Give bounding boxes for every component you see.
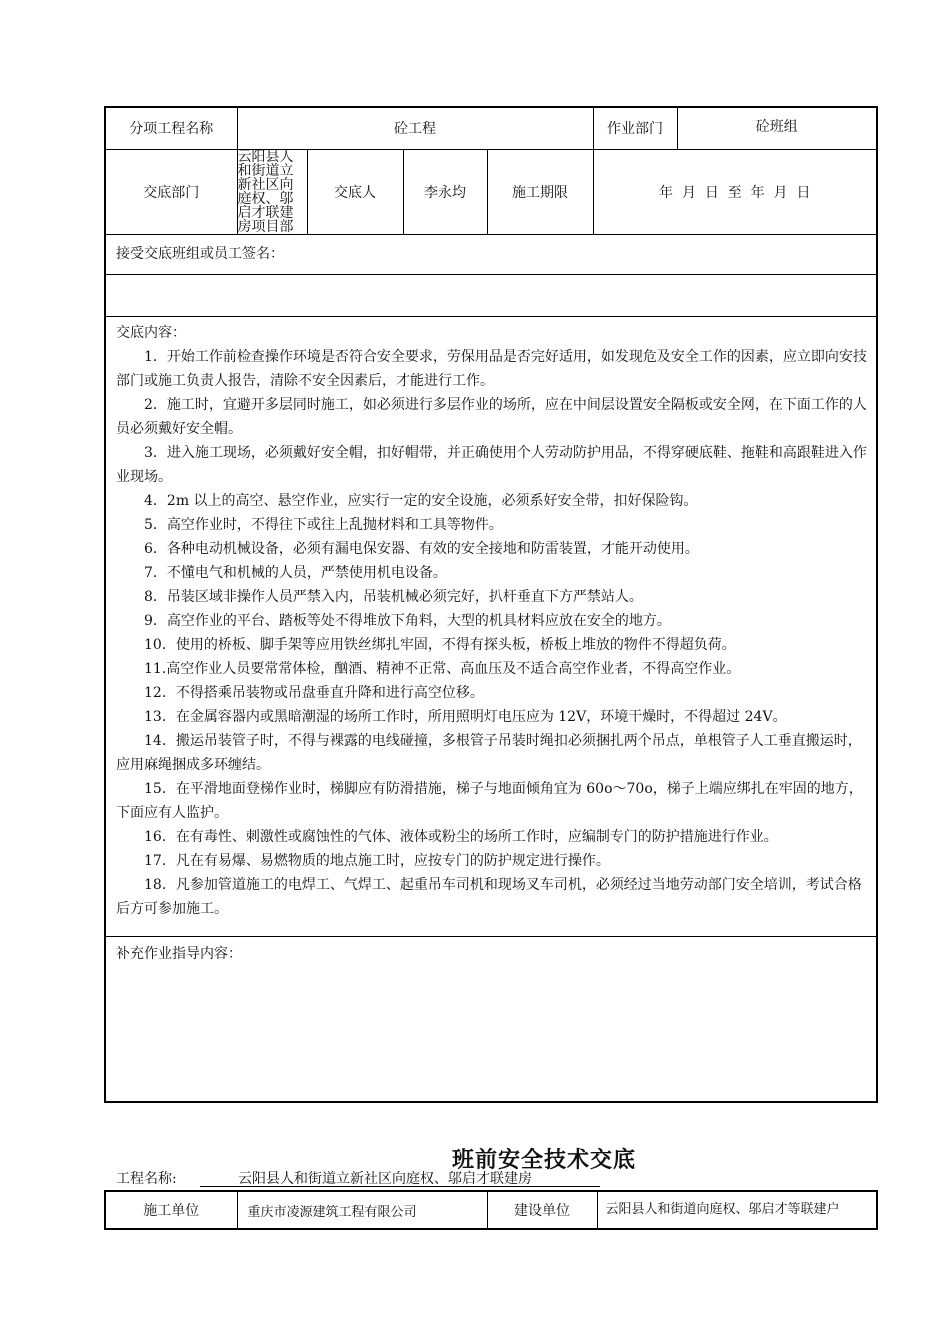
content-item: 18．凡参加管道施工的电焊工、气焊工、起重吊车司机和现场叉车司机，必须经过当地劳动部门安全培训，考试合格后方可参加施工。 <box>116 876 862 917</box>
period-value: 年 月 日 至 年 月 日 <box>593 149 877 234</box>
subproject-label: 分项工程名称 <box>105 107 237 149</box>
content-item: 8．吊装区域非操作人员严禁入内，吊装机械必须完好，扒杆垂直下方严禁站人。 <box>144 588 643 605</box>
content-item: 10．使用的桥板、脚手架等应用铁丝绑扎牢固，不得有探头板，桥板上堆放的物件不得超负荷。 <box>144 636 736 653</box>
project-name: 云阳县人和街道立新社区向庭权、邬启才联建房 <box>238 1171 532 1187</box>
contractor-value: 重庆市凌源建筑工程有限公司 <box>237 1191 487 1229</box>
content-item: 12．不得搭乘吊装物或吊盘垂直升降和进行高空位移。 <box>144 684 484 701</box>
disclosure-table <box>104 106 878 1103</box>
units-table <box>104 1190 878 1230</box>
content-item: 13．在金属容器内或黑暗潮湿的场所工作时，所用照明灯电压应为 12V，环境干燥时，不得超过 24V。 <box>144 708 787 725</box>
project-underline <box>200 1186 600 1187</box>
issuer-label: 交底人 <box>307 149 403 234</box>
content-item: 14．搬运吊装管子时，不得与裸露的电线碰撞，多根管子吊装时绳扣必须捆扎两个吊点，单根管子人工垂直搬运时，应用麻绳捆成多环缠结。 <box>116 732 862 773</box>
issuer-dept-label: 交底部门 <box>105 149 237 234</box>
content-item: 9．高空作业的平台、踏板等处不得堆放下角料，大型的机具材料应放在安全的地方。 <box>144 612 671 629</box>
content-item: 3．进入施工现场，必须戴好安全帽，扣好帽带，并正确使用个人劳动防护用品，不得穿硬底鞋、拖鞋和高跟鞋进入作业现场。 <box>116 444 867 485</box>
content-item: 6．各种电动机械设备，必须有漏电保安器、有效的安全接地和防雷装置，才能开动使用。 <box>144 540 699 557</box>
owner-value: 云阳县人和街道向庭权、邬启才等联建户 <box>597 1191 877 1229</box>
project-label: 工程名称: <box>116 1171 177 1187</box>
content-item: 7．不懂电气和机械的人员，严禁使用机电设备。 <box>144 564 447 581</box>
content-item: 1．开始工作前检查操作环境是否符合安全要求，劳保用品是否完好适用，如发现危及安全工作的因素，应立即向安技部门或施工负责人报告，清除不安全因素后，才能进行工作。 <box>116 348 867 389</box>
dept-value: 砼班组 <box>677 107 877 149</box>
content-item: 16．在有毒性、刺激性或腐蚀性的气体、液体或粉尘的场所工作时，应编制专门的防护措施进行作业。 <box>144 828 778 845</box>
content-label: 交底内容： <box>116 324 186 341</box>
period-label: 施工期限 <box>487 149 593 234</box>
issuer-value: 李永均 <box>403 149 487 234</box>
content-item: 4．2m 以上的高空、悬空作业，应实行一定的安全设施，必须系好安全带，扣好保险钩。 <box>144 492 698 509</box>
content-item: 5．高空作业时，不得往下或往上乱抛材料和工具等物件。 <box>144 516 503 533</box>
signature-area[interactable] <box>105 274 877 316</box>
signature-label: 接受交底班组或员工签名： <box>105 234 877 274</box>
supplement-section[interactable]: 补充作业指导内容： <box>105 936 877 1102</box>
content-item: 17．凡在有易爆、易燃物质的地点施工时，应按专门的防护规定进行操作。 <box>144 852 610 869</box>
owner-label: 建设单位 <box>487 1191 597 1229</box>
content-item: 11.高空作业人员要常常体检，酗酒、精神不正常、高血压及不适合高空作业者，不得高空作业。 <box>144 660 741 677</box>
content-section <box>105 316 877 936</box>
content-item: 2．施工时，宜避开多层同时施工，如必须进行多层作业的场所，应在中间层设置安全隔板或安全网，在下面工作的人员必须戴好安全帽。 <box>116 396 867 437</box>
subproject-value: 砼工程 <box>237 107 593 149</box>
contractor-label: 施工单位 <box>105 1191 237 1229</box>
page-title: 班前安全技术交底 <box>452 1147 637 1173</box>
issuer-dept-value: 云阳县人和街道立新社区向庭权、邬启才联建房项目部 <box>237 149 307 234</box>
content-item: 15．在平滑地面登梯作业时，梯脚应有防滑措施，梯子与地面倾角宜为 60o～70o，梯子上端应绑扎在牢固的地方，下面应有人监护。 <box>116 780 863 821</box>
dept-label: 作业部门 <box>593 107 677 149</box>
